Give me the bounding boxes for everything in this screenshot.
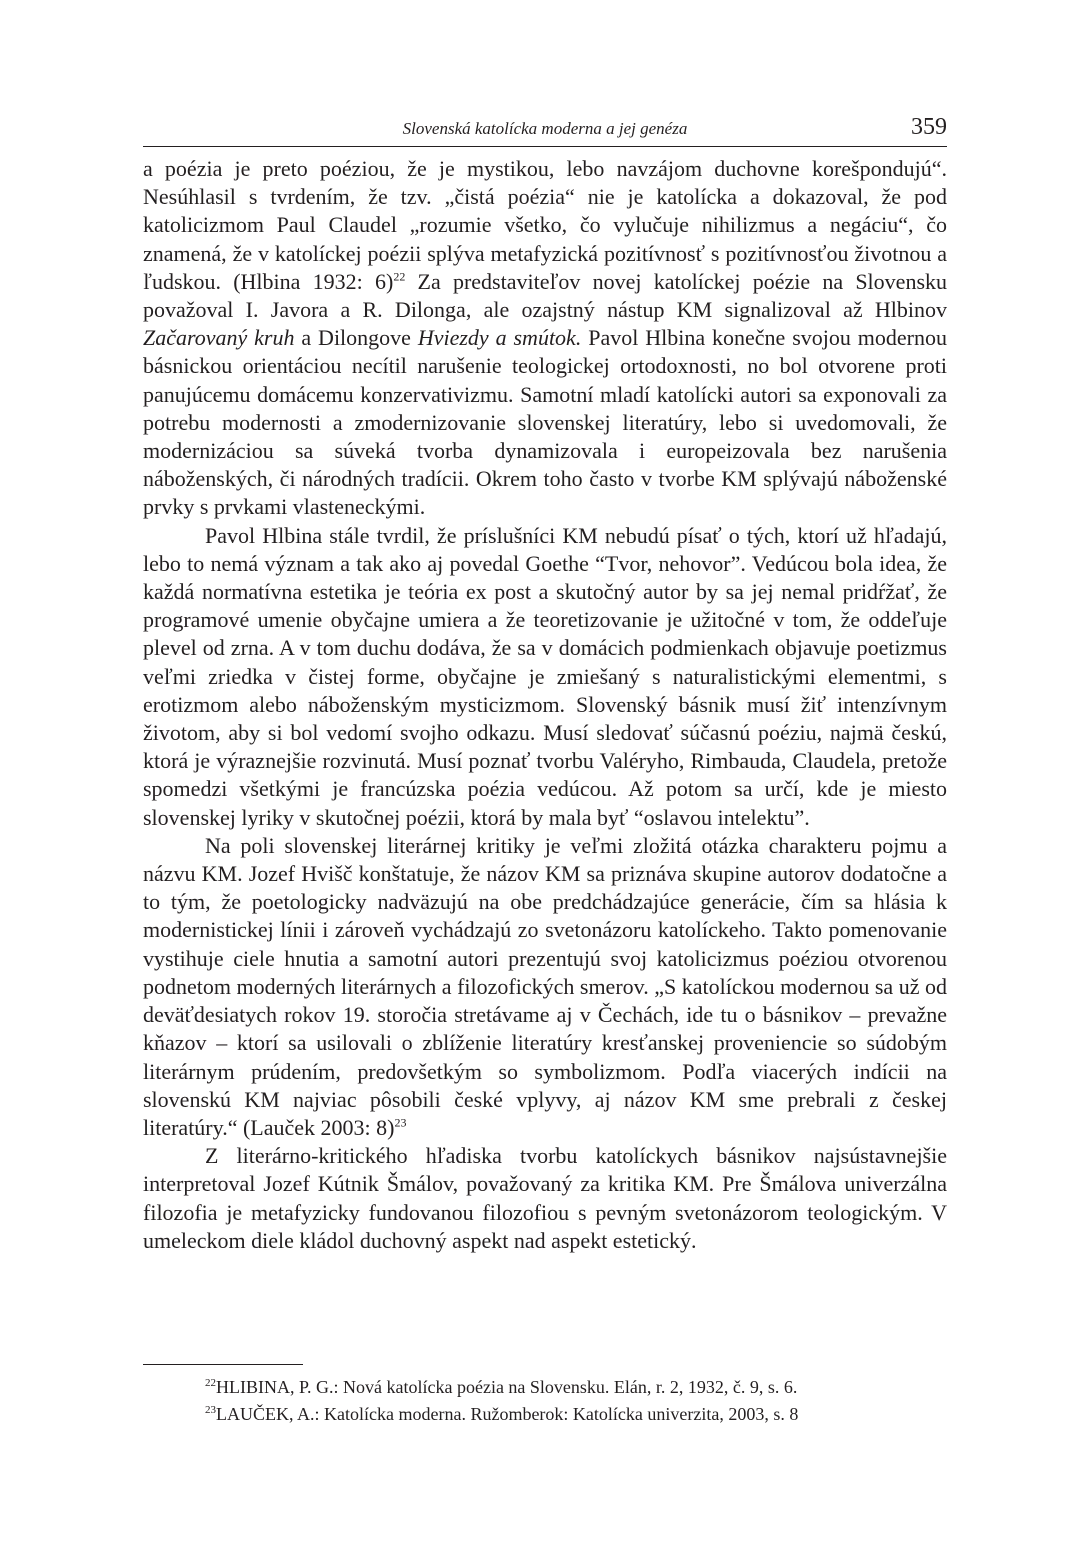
text-run: Pavol Hlbina konečne svojou modernou básnickou orientáciou necítil narušenie teologickej ortodoxnosti, no bol otvorene proti panujúcemu domácemu konzervativizmu. Samotní mladí katolícki autori sa exponovali za potrebu modernosti a zmodernizovanie slovenskej literatúry, lebo si uvedomovali, že modernizáciou sa súveká tvorba dynamizovala i europeizovala bez narušenia náboženských, či národných tradícii. Okrem toho často v tvorbe KM splývajú náboženské prvky s prvkami vlasteneckými.	[143, 325, 947, 520]
footnote-text: LAUČEK, A.: Katolícka moderna. Ružomberok: Katolícka univerzita, 2003, s. 8	[216, 1404, 799, 1424]
paragraph	[143, 522, 947, 832]
running-title: Slovenská katolícka moderna a jej genéza	[402, 119, 688, 138]
footnote-separator	[143, 1364, 303, 1365]
paragraph	[143, 155, 947, 522]
paragraph	[143, 832, 947, 1142]
text-run: a Dilongove	[294, 325, 418, 351]
footnote-number: 23	[205, 1404, 216, 1416]
paragraph	[143, 1142, 947, 1255]
running-header	[143, 112, 947, 147]
text-run: a poézia je preto poéziou, že je mystikou, lebo navzájom duchovne korešpondujú“. Nesúhlasil s tvrdením, že tzv. „čistá poézia“ nie je katolícka a dokazoval, že pod katolicizmom Paul Claudel „rozumie všetko, čo vylučuje nihilizmus a negáciu“, čo znamená, že v katolíckej poézii splýva metafyzická pozitívnosť s pozitívnosťou životnou a ľudskou. (Hlbina 1932: 6)	[143, 156, 947, 294]
page-number: 359	[911, 114, 947, 140]
footnote-text: HLIBINA, P. G.: Nová katolícka poézia na Slovensku. Elán, r. 2, 1932, č. 9, s. 6.	[216, 1377, 798, 1397]
footnote	[205, 1374, 947, 1401]
footnote-reference: 23	[394, 1115, 407, 1130]
footnote-reference: 22	[393, 269, 406, 284]
footnote	[205, 1401, 947, 1428]
footnote-number: 22	[205, 1377, 216, 1389]
italic-title: Hviezdy a smútok.	[417, 325, 582, 351]
italic-title: Začarovaný kruh	[143, 325, 295, 351]
text-run: Za predstaviteľov novej katolíckej poézie na Slovensku považoval I. Javora a R. Dilonga, ale ozajstný nástup KM signalizoval až Hlbinov	[143, 268, 948, 323]
body-text	[143, 155, 947, 1255]
text-run: Pavol Hlbina stále tvrdil, že príslušníci KM nebudú písať o tých, ktorí už hľadajú, lebo to nemá význam a tak ako aj povedal Goethe “Tvor, nehovor”. Vedúcou bola idea, že každá normatívna estetika je teória ex post a skutočný autor by sa jej nemal pridŕžať, že programové umenie obyčajne umiera a že teoretizovanie je užitočné v tom, že oddeľuje plevel od zrna. A v tom duchu dodáva, že sa v domácich podmienkach objavuje poetizmus veľmi zriedka v čistej forme, obyčajne je zmiešaný s naturalistickými elementmi, s erotizmom alebo náboženským mysticizmom. Slovenský básnik musí žiť intenzívnym životom, aby si bol vedomí svojho odkazu. Musí sledovať súčasnú poéziu, najmä českú, ktorá je výraznejšie rozvinutá. Musí poznať tvorbu Valéryho, Rimbauda, Claudela, pretože spomedzi všetkými je francúzska poézia vedúcou. Až potom sa určí, kde je miesto slovenskej lyriky v skutočnej poézii, ktorá by mala byť “oslavou intelektu”.	[143, 522, 947, 830]
text-run: Z literárno-kritického hľadiska tvorbu katolíckych básnikov najsústavnejšie interpretoval Jozef Kútnik Šmálov, považovaný za kritika KM. Pre Šmálova univerzálna filozofia je metafyzicky fundovanou filozofiou s pevným svetonázorom teologickým. V umeleckom diele kládol duchovný aspekt nad aspekt estetický.	[143, 1143, 947, 1253]
text-run: Na poli slovenskej literárnej kritiky je veľmi zložitá otázka charakteru pojmu a názvu KM. Jozef Hvišč konštatuje, že názov KM sa priznáva skupine autorov dodatočne a to tým, že poetologicky nadväzujú na obe predchádzajúce generácie, čím sa hlásia k modernistickej línii i zároveň vychádzajú zo svetonázoru katolíckeho. Takto pomenovanie vystihuje ciele hnutia a samotní autori prezentujú svoj katolicizmus poéziou otvorenou podnetom moderných literárnych a filozofických smerov. „S katolíckou modernou sa už od deväťdesiatych rokov 19. storočia stretávame aj v Čechách, ide tu o básnikov – prevažne kňazov – ktorí sa usilovali o zblíženie literatúry kresťanskej proveniencie so súdobým literárnym prúdením, predovšetkým so symbolizmom. Podľa viacerých indícii na slovenskú KM najviac pôsobili české vplyvy, aj názov KM sme prebrali z českej literatúry.“ (Lauček 2003: 8)	[143, 832, 947, 1140]
footnotes	[205, 1374, 947, 1428]
